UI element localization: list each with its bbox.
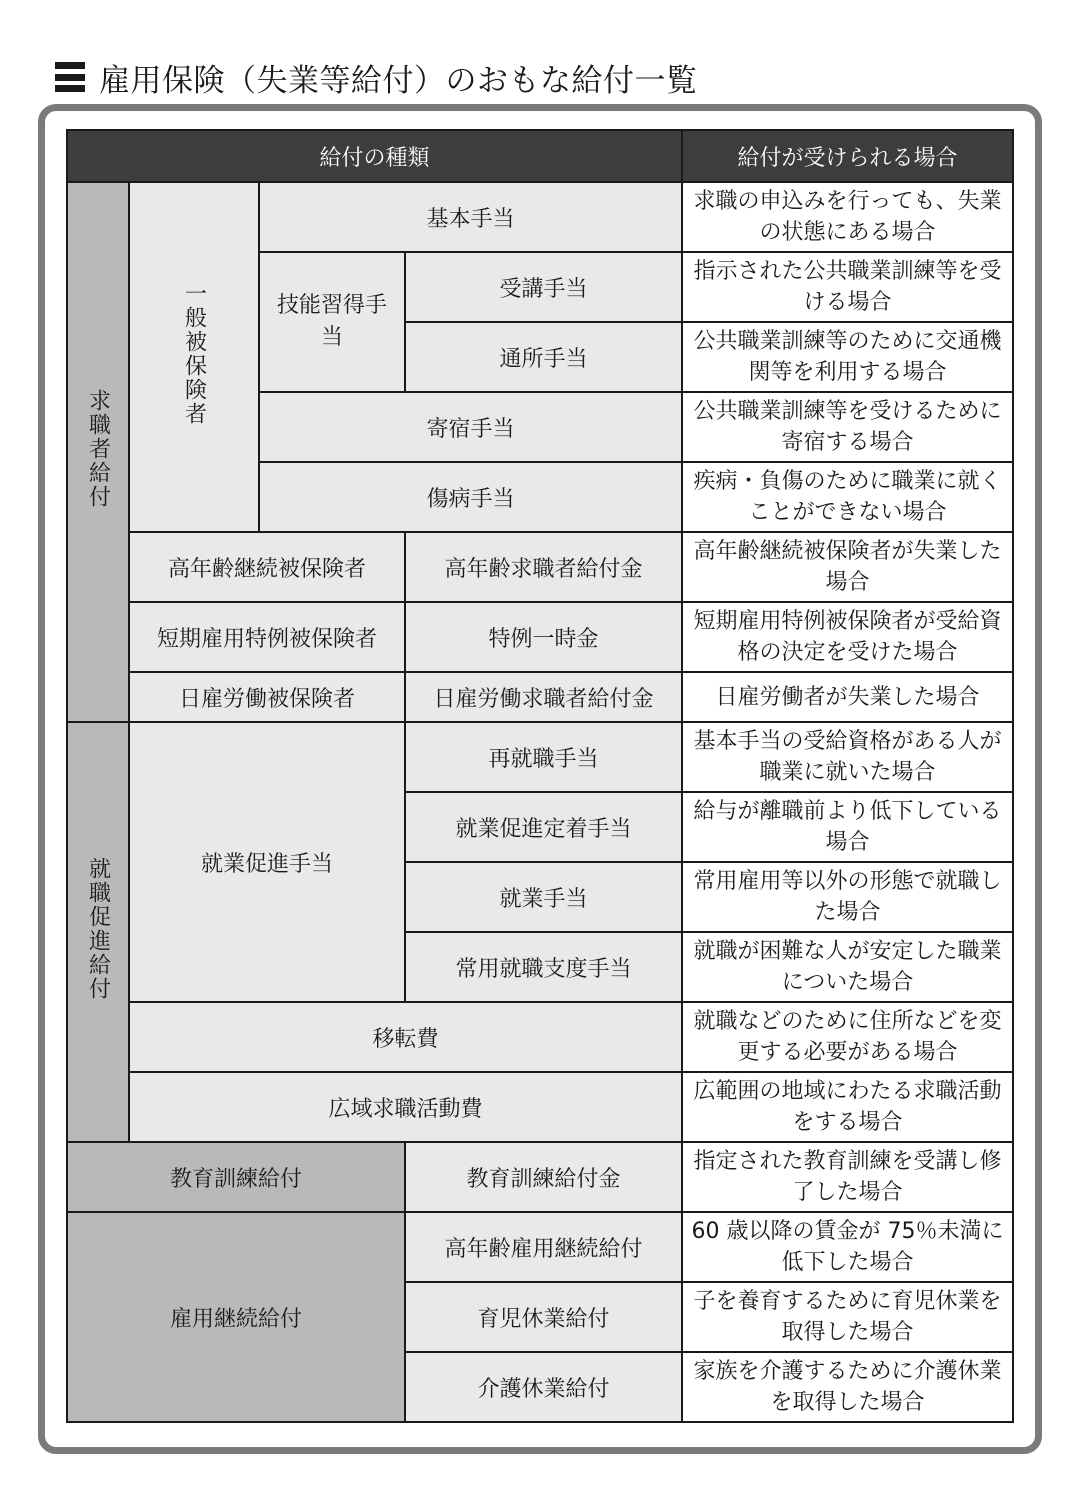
desc-cell: 高年齢継続被保険者が失業した場合: [682, 532, 1013, 602]
benefit-cell: 常用就職支度手当: [405, 932, 682, 1002]
desc-cell: 給与が離職前より低下している場合: [682, 792, 1013, 862]
benefit-cell: 通所手当: [405, 322, 682, 392]
table-row: [67, 1072, 1013, 1142]
benefit-cell: 就業手当: [405, 862, 682, 932]
benefit-cell: 移転費: [129, 1002, 682, 1072]
benefit-cell: 就業促進定着手当: [405, 792, 682, 862]
desc-cell: 日雇労働者が失業した場合: [682, 672, 1013, 722]
table-row: [67, 1002, 1013, 1072]
desc-cell: 60 歳以降の賃金が 75％未満に低下した場合: [682, 1212, 1013, 1282]
benefit-cell: 教育訓練給付金: [405, 1142, 682, 1212]
benefit-cell: 育児休業給付: [405, 1282, 682, 1352]
benefit-cell: 受講手当: [405, 252, 682, 322]
benefit-cell: 基本手当: [259, 182, 682, 252]
group-kyoiku: 教育訓練給付: [67, 1142, 405, 1212]
group-hiyatoi: 日雇労働被保険者: [129, 672, 405, 722]
desc-cell: 求職の申込みを行っても、失業の状態にある場合: [682, 182, 1013, 252]
table-row: [67, 1212, 1013, 1282]
table-row: [67, 1142, 1013, 1212]
desc-cell: 広範囲の地域にわたる求職活動をする場合: [682, 1072, 1013, 1142]
benefit-cell: 特例一時金: [405, 602, 682, 672]
benefit-cell: 再就職手当: [405, 722, 682, 792]
group-ippan: 一般被保険者: [129, 182, 259, 532]
desc-cell: 子を養育するために育児休業を取得した場合: [682, 1282, 1013, 1352]
desc-cell: 家族を介護するために介護休業を取得した場合: [682, 1352, 1013, 1422]
benefit-cell: 広域求職活動費: [129, 1072, 682, 1142]
menu-bars-icon: [55, 62, 85, 92]
group-shugyo-sokushin: 就業促進手当: [129, 722, 405, 1002]
header-kind: 給付の種類: [67, 130, 682, 182]
desc-cell: 指定された教育訓練を受講し修了した場合: [682, 1142, 1013, 1212]
group-shushoku-sokushin: 就職促進給付: [67, 722, 129, 1142]
benefit-cell: 介護休業給付: [405, 1352, 682, 1422]
page-title: [55, 52, 698, 102]
group-gino: 技能習得手当: [259, 252, 405, 392]
group-kyushoku: 求職者給付: [67, 182, 129, 722]
desc-cell: 基本手当の受給資格がある人が職業に就いた場合: [682, 722, 1013, 792]
title-text: 雇用保険（失業等給付）のおもな給付一覧: [99, 62, 698, 99]
benefit-cell: 傷病手当: [259, 462, 682, 532]
benefit-cell: 高年齢雇用継続給付: [405, 1212, 682, 1282]
group-tanki: 短期雇用特例被保険者: [129, 602, 405, 672]
benefit-cell: 寄宿手当: [259, 392, 682, 462]
desc-cell: 就職などのために住所などを変更する必要がある場合: [682, 1002, 1013, 1072]
table-row: [67, 722, 1013, 792]
desc-cell: 就職が困難な人が安定した職業についた場合: [682, 932, 1013, 1002]
table-row: [67, 602, 1013, 672]
desc-cell: 指示された公共職業訓練等を受ける場合: [682, 252, 1013, 322]
header-when: 給付が受けられる場合: [682, 130, 1013, 182]
desc-cell: 公共職業訓練等のために交通機関等を利用する場合: [682, 322, 1013, 392]
desc-cell: 公共職業訓練等を受けるために寄宿する場合: [682, 392, 1013, 462]
table-row: [67, 532, 1013, 602]
table-row: [67, 672, 1013, 722]
desc-cell: 疾病・負傷のために職業に就くことができない場合: [682, 462, 1013, 532]
group-koureri: 高年齢継続被保険者: [129, 532, 405, 602]
desc-cell: 短期雇用特例被保険者が受給資格の決定を受けた場合: [682, 602, 1013, 672]
group-koyo-keizoku: 雇用継続給付: [67, 1212, 405, 1422]
benefit-cell: 日雇労働求職者給付金: [405, 672, 682, 722]
benefit-cell: 高年齢求職者給付金: [405, 532, 682, 602]
desc-cell: 常用雇用等以外の形態で就職した場合: [682, 862, 1013, 932]
benefits-table: [66, 129, 1014, 1423]
table-row: [67, 182, 1013, 252]
